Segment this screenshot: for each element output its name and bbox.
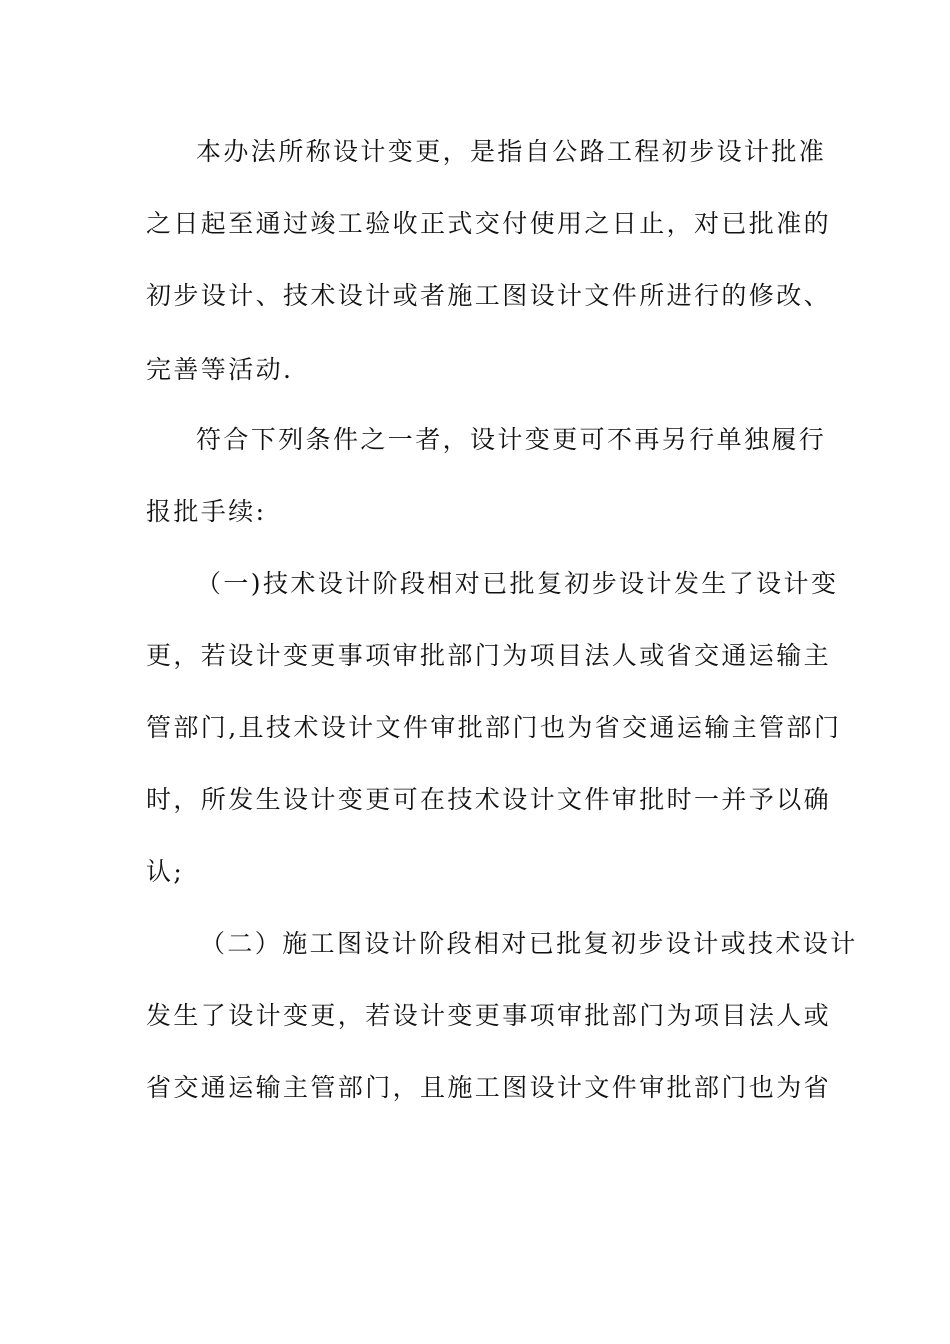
text-line: 符合下列条件之一者，设计变更可不再另行单独履行 bbox=[196, 425, 827, 454]
text-line: （一)技术设计阶段相对已批复初步设计发生了设计变 bbox=[196, 569, 839, 598]
text-line: 认; bbox=[146, 857, 185, 886]
text-line: 发生了设计变更，若设计变更事项审批部门为项目法人或 bbox=[146, 1001, 832, 1030]
text-line: 报批手续: bbox=[146, 497, 267, 526]
text-line: 本办法所称设计变更，是指自公路工程初步设计批准 bbox=[196, 137, 827, 166]
text-line: 之日起至通过竣工验收正式交付使用之日止，对已批准的 bbox=[146, 209, 832, 238]
text-line: 管部门,且技术设计文件审批部门也为省交通运输主管部门 bbox=[146, 713, 842, 742]
text-line: 时，所发生设计变更可在技术设计文件审批时一并予以确 bbox=[146, 785, 832, 814]
text-line: 完善等活动. bbox=[146, 355, 294, 384]
text-line: 省交通运输主管部门，且施工图设计文件审批部门也为省 bbox=[146, 1073, 832, 1102]
text-line: 初步设计、技术设计或者施工图设计文件所进行的修改、 bbox=[146, 281, 832, 310]
text-line: （二）施工图设计阶段相对已批复初步设计或技术设计 bbox=[200, 929, 858, 958]
text-line: 更，若设计变更事项审批部门为项目法人或省交通运输主 bbox=[146, 641, 832, 670]
